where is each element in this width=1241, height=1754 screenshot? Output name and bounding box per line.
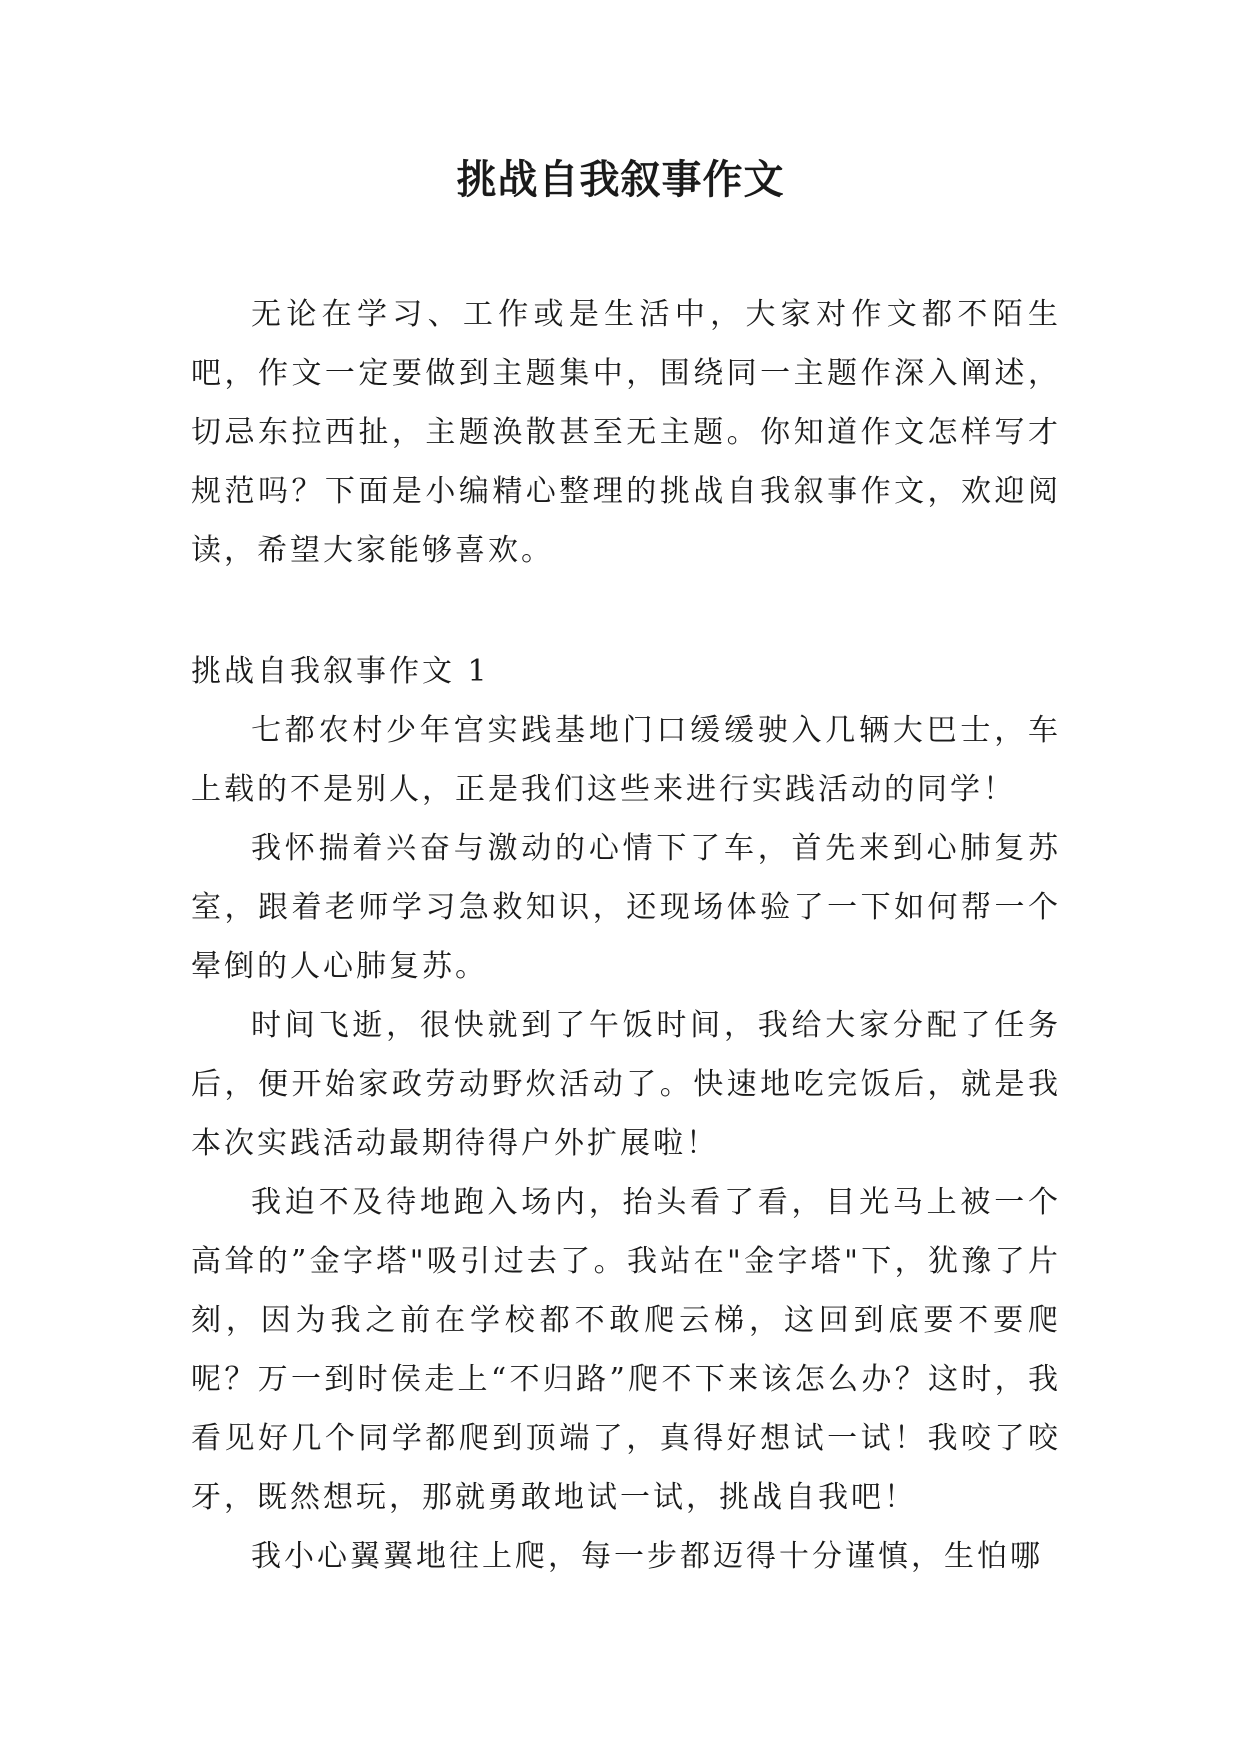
body-paragraph: 时间飞逝，很快就到了午饭时间，我给大家分配了任务后，便开始家政劳动野炊活动了。快速地吃完饭后，就是我本次实践活动最期待得户外扩展啦！ [191, 1008, 1061, 1161]
document-body [191, 285, 1061, 1586]
body-paragraph: 我迫不及待地跑入场内，抬头看了看，目光马上被一个高耸的”金字塔"吸引过去了。我站在"金字塔"下，犹豫了片刻，因为我之前在学校都不敢爬云梯，这回到底要不要爬呢？万一到时侯走上“不归路”爬不下来该怎么办？这时，我看见好几个同学都爬到顶端了，真得好想试一试！我咬了咬牙，既然想玩，那就勇敢地试一试，挑战自我吧！ [191, 1185, 1061, 1515]
body-paragraph: 我怀揣着兴奋与激动的心情下了车，首先来到心肺复苏室，跟着老师学习急救知识，还现场体验了一下如何帮一个晕倒的人心肺复苏。 [191, 831, 1061, 984]
section-heading: 挑战自我叙事作文 1 [191, 654, 490, 689]
intro-paragraph: 无论在学习、工作或是生活中，大家对作文都不陌生吧，作文一定要做到主题集中，围绕同一主题作深入阐述，切忌东拉西扯，主题涣散甚至无主题。你知道作文怎样写才规范吗？下面是小编精心整理的挑战自我叙事作文，欢迎阅读，希望大家能够喜欢。 [191, 297, 1061, 568]
body-paragraph: 七都农村少年宫实践基地门口缓缓驶入几辆大巴士，车上载的不是别人，正是我们这些来进行实践活动的同学！ [191, 713, 1061, 807]
document-title: 挑战自我叙事作文 [456, 156, 785, 203]
body-paragraph: 我小心翼翼地往上爬，每一步都迈得十分谨慎，生怕哪 [251, 1539, 1043, 1574]
